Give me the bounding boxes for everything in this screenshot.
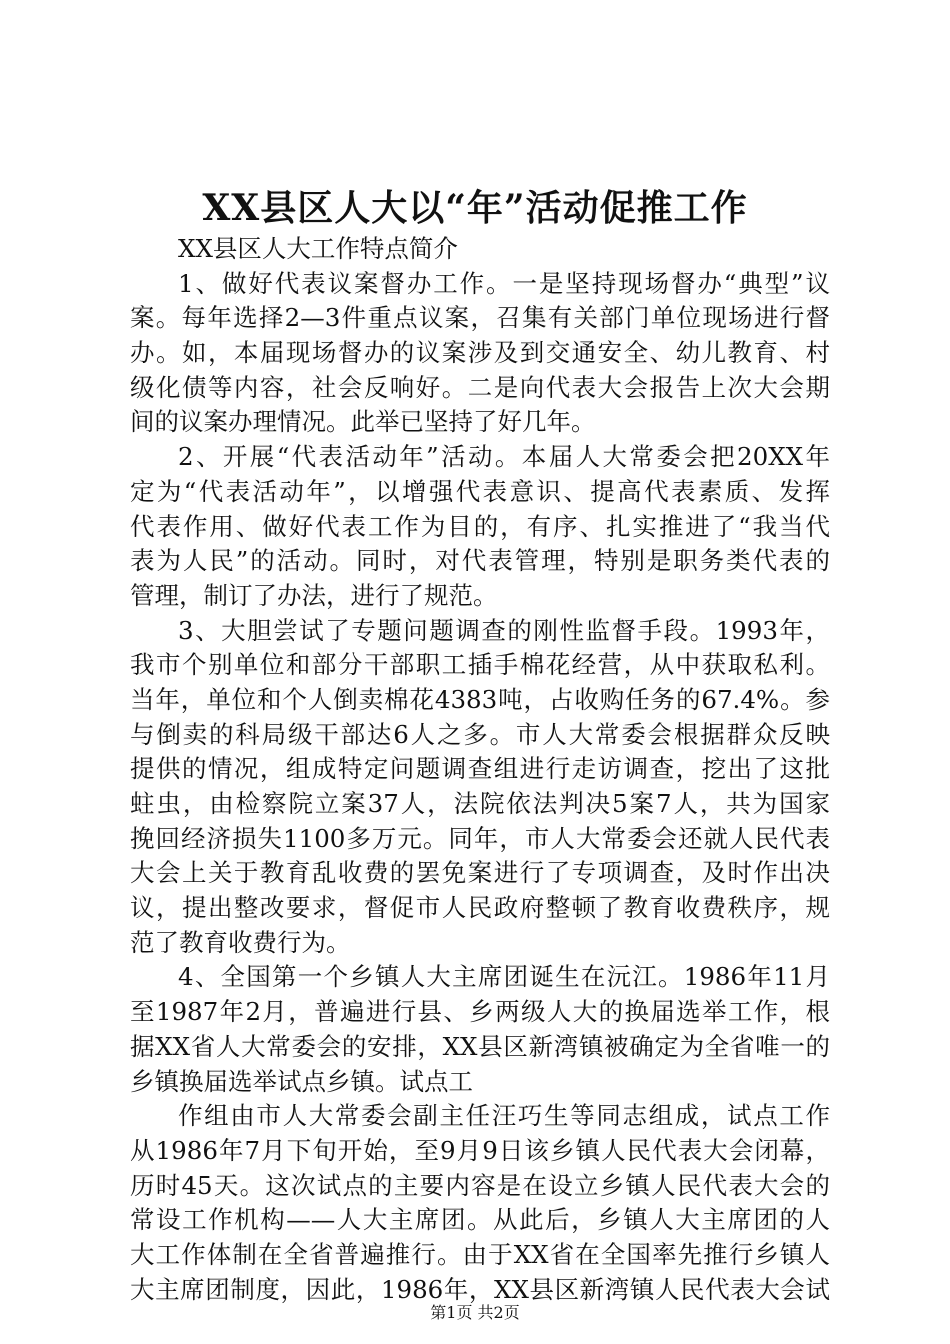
subtitle-line: XX县区人大工作特点简介: [178, 234, 458, 263]
body-line: 作组由市人大常委会副主任汪巧生等同志组成，试点工作: [178, 1101, 830, 1131]
body-line: 案。每年选择2—3件重点议案，召集有关部门单位现场进行督: [130, 303, 830, 333]
body-line: 表为人民”的活动。同时，对代表管理，特别是职务类代表的: [130, 546, 830, 576]
body-line: 管理，制订了办法，进行了规范。: [130, 580, 498, 610]
body-line: 与倒卖的科局级干部达6人之多。市人大常委会根据群众反映: [130, 719, 830, 749]
body-line: 提供的情况，组成特定问题调查组进行走访调查，挖出了这批: [130, 754, 830, 784]
body-line: 议，提出整改要求，督促市人民政府整顿了教育收费秩序，规: [130, 893, 830, 923]
body-line: 大工作体制在全省普遍推行。由于XX省在全国率先推行乡镇人: [130, 1239, 830, 1269]
body-line: 当年，单位和个人倒卖棉花4383吨，占收购任务的67.4%。参: [130, 684, 830, 714]
body-line: 间的议案办理情况。此举已坚持了好几年。: [130, 407, 596, 437]
body-line: 定为“代表活动年”，以增强代表意识、提高代表素质、发挥: [130, 476, 830, 506]
body-line: 我市个别单位和部分干部职工插手棉花经营，从中获取私利。: [130, 650, 830, 680]
body-line: 4、全国第一个乡镇人大主席团诞生在沅江。1986年11月: [178, 962, 830, 992]
body-line: 办。如，本届现场督办的议案涉及到交通安全、幼儿教育、村: [130, 338, 830, 368]
body-line: 挽回经济损失1100多万元。同年，市人大常委会还就人民代表: [130, 823, 830, 853]
page-footer: 第1页 共2页: [430, 1303, 520, 1322]
body-line: 大会上关于教育乱收费的罢免案进行了专项调查，及时作出决: [130, 858, 830, 888]
body-line: 蛀虫，由检察院立案37人，法院依法判决5案7人，共为国家: [130, 789, 830, 818]
body-line: 乡镇换届选举试点乡镇。试点工: [130, 1066, 473, 1096]
body-line: 级化债等内容，社会反响好。二是向代表大会报告上次大会期: [130, 372, 830, 402]
document-title: XX县区人大以“年”活动促推工作: [202, 187, 748, 229]
body-line: 至1987年2月，普遍进行县、乡两级人大的换届选举工作，根: [130, 997, 830, 1027]
body-line: 代表作用、做好代表工作为目的，有序、扎实推进了“我当代: [130, 511, 830, 541]
body-line: 范了教育收费行为。: [130, 927, 351, 957]
body-line: 历时45天。这次试点的主要内容是在设立乡镇人民代表大会的: [130, 1170, 830, 1200]
body-line: 3、大胆尝试了专题问题调查的刚性监督手段。1993年，: [178, 615, 830, 645]
body-line: 2、开展“代表活动年”活动。本届人大常委会把20XX年: [178, 442, 830, 472]
body-line: 大主席团制度，因此，1986年，XX县区新湾镇人民代表大会试: [130, 1274, 830, 1304]
body-line: 1、做好代表议案督办工作。一是坚持现场督办“典型”议: [178, 268, 830, 298]
body-line: 从1986年7月下旬开始，至9月9日该乡镇人民代表大会闭幕，: [130, 1135, 830, 1165]
body-line: 常设工作机构——人大主席团。从此后，乡镇人大主席团的人: [130, 1205, 830, 1235]
body-line: 据XX省人大常委会的安排，XX县区新湾镇被确定为全省唯一的: [130, 1031, 830, 1061]
document-body: [130, 232, 830, 1307]
